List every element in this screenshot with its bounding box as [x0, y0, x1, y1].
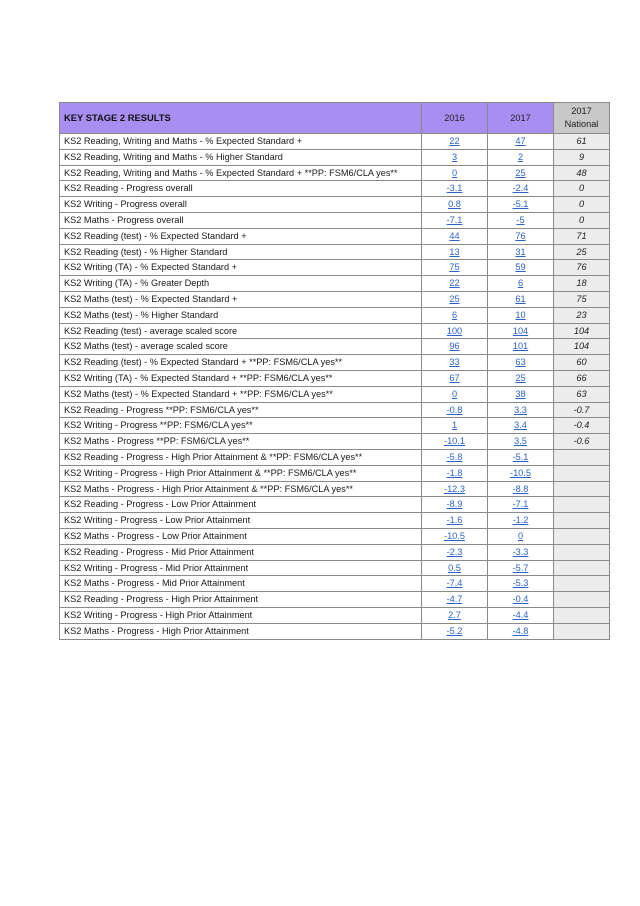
cell-2017 — [488, 592, 554, 608]
value-link-2016[interactable]: 22 — [449, 136, 460, 146]
cell-2017 — [488, 276, 554, 292]
value-link-2016[interactable]: 3 — [451, 151, 458, 162]
cell-national: -0.7 — [554, 402, 610, 418]
cell-2017 — [488, 513, 554, 529]
cell-2016 — [422, 528, 488, 544]
row-label: KS2 Reading - Progress - Low Prior Attainment — [60, 497, 422, 513]
value-link-2017[interactable]: -2.4 — [512, 183, 529, 194]
table-row — [60, 339, 610, 355]
table-row — [60, 276, 610, 292]
cell-national: 75 — [554, 291, 610, 307]
cell-2016 — [422, 197, 488, 213]
cell-2017 — [488, 528, 554, 544]
cell-national — [554, 449, 610, 465]
row-label: KS2 Reading - Progress - High Prior Attainment & **PP: FSM6/CLA yes** — [60, 449, 422, 465]
cell-2017 — [488, 165, 554, 181]
cell-2017 — [488, 402, 554, 418]
cell-national: 0 — [554, 212, 610, 228]
row-label: KS2 Reading - Progress overall — [60, 181, 422, 197]
table-body — [60, 134, 610, 640]
cell-national — [554, 497, 610, 513]
value-link-2017[interactable]: 2 — [517, 151, 524, 162]
cell-2017 — [488, 197, 554, 213]
cell-2017 — [488, 149, 554, 165]
cell-2016 — [422, 434, 488, 450]
cell-2016 — [422, 418, 488, 434]
value-link-2017[interactable]: 31 — [515, 246, 526, 257]
row-label: KS2 Maths (test) - % Expected Standard + **PP: FSM6/CLA yes** — [60, 386, 422, 402]
cell-2016 — [422, 560, 488, 576]
cell-2017 — [488, 307, 554, 323]
value-link-2016[interactable]: 6 — [451, 309, 458, 320]
value-link-2017[interactable]: 25 — [515, 372, 526, 383]
cell-2016 — [422, 181, 488, 197]
table-header-row — [60, 103, 610, 134]
value-link-2016[interactable]: -0.8 — [446, 404, 463, 415]
cell-national: 104 — [554, 323, 610, 339]
cell-2017 — [488, 370, 554, 386]
row-label: KS2 Reading - Progress **PP: FSM6/CLA yes** — [60, 402, 422, 418]
value-link-2016[interactable]: 67 — [449, 372, 460, 383]
value-link-2017[interactable]: 59 — [515, 262, 526, 273]
cell-2017 — [488, 623, 554, 639]
cell-national: 104 — [554, 339, 610, 355]
cell-2016 — [422, 355, 488, 371]
value-link-2016[interactable]: 75 — [449, 262, 460, 273]
table-row — [60, 134, 610, 150]
cell-2016 — [422, 386, 488, 402]
row-label: KS2 Writing (TA) - % Expected Standard + **PP: FSM6/CLA yes** — [60, 370, 422, 386]
cell-2016 — [422, 402, 488, 418]
table-row — [60, 434, 610, 450]
table-row — [60, 449, 610, 465]
value-link-2016[interactable]: 0.8 — [448, 199, 461, 210]
value-link-2017[interactable]: 38 — [515, 388, 526, 399]
row-label: KS2 Writing - Progress - High Prior Attainment & **PP: FSM6/CLA yes** — [60, 465, 422, 481]
cell-2016 — [422, 307, 488, 323]
cell-national — [554, 513, 610, 529]
value-link-2016[interactable]: -10.1 — [444, 436, 465, 447]
row-label: KS2 Reading (test) - % Higher Standard — [60, 244, 422, 260]
table-row — [60, 165, 610, 181]
cell-2017 — [488, 291, 554, 307]
table-row — [60, 307, 610, 323]
value-link-2017[interactable]: -7.1 — [512, 499, 529, 510]
table-row — [60, 386, 610, 402]
cell-2016 — [422, 228, 488, 244]
cell-national: 25 — [554, 244, 610, 260]
table-row — [60, 560, 610, 576]
value-link-2017[interactable]: -5.1 — [512, 451, 529, 462]
row-label: KS2 Reading (test) - % Expected Standard + **PP: FSM6/CLA yes** — [60, 355, 422, 371]
row-label: KS2 Reading (test) - average scaled score — [60, 323, 422, 339]
value-link-2017[interactable]: 25 — [515, 167, 526, 178]
table-row — [60, 607, 610, 623]
value-link-2017[interactable]: 104 — [512, 325, 529, 336]
value-link-2017[interactable]: 47 — [515, 136, 526, 146]
value-link-2016[interactable]: 2.7 — [448, 609, 461, 620]
cell-national — [554, 481, 610, 497]
value-link-2016[interactable]: 0.5 — [448, 562, 461, 573]
cell-2016 — [422, 592, 488, 608]
value-link-2017[interactable]: -0.4 — [512, 594, 529, 605]
cell-2017 — [488, 181, 554, 197]
table-row — [60, 212, 610, 228]
value-link-2016[interactable]: -5.8 — [446, 451, 463, 462]
cell-2016 — [422, 513, 488, 529]
value-link-2017[interactable]: 101 — [512, 341, 529, 352]
cell-national — [554, 576, 610, 592]
cell-2016 — [422, 449, 488, 465]
table-row — [60, 291, 610, 307]
value-link-2017[interactable]: -5.7 — [512, 562, 529, 573]
cell-2017 — [488, 228, 554, 244]
cell-2017 — [488, 434, 554, 450]
cell-2016 — [422, 623, 488, 639]
cell-national: 48 — [554, 165, 610, 181]
ks2-results-table — [59, 102, 610, 640]
row-label: KS2 Reading - Progress - High Prior Attainment — [60, 592, 422, 608]
value-link-2016[interactable]: -4.7 — [446, 594, 463, 605]
table-row — [60, 576, 610, 592]
cell-national — [554, 560, 610, 576]
row-label: KS2 Maths - Progress - Low Prior Attainment — [60, 528, 422, 544]
cell-2016 — [422, 339, 488, 355]
value-link-2016[interactable]: -2.3 — [446, 546, 463, 557]
cell-2016 — [422, 481, 488, 497]
cell-2017 — [488, 244, 554, 260]
table-row — [60, 592, 610, 608]
value-link-2017[interactable]: -4.8 — [512, 625, 529, 636]
table-row — [60, 623, 610, 639]
cell-2017 — [488, 560, 554, 576]
value-link-2017[interactable]: 61 — [515, 293, 526, 304]
table-row — [60, 528, 610, 544]
cell-2016 — [422, 576, 488, 592]
cell-2017 — [488, 418, 554, 434]
cell-2017 — [488, 607, 554, 623]
value-link-2017[interactable]: -1.2 — [512, 515, 529, 526]
value-link-2017[interactable]: 63 — [515, 357, 526, 368]
value-link-2016[interactable]: 1 — [451, 420, 458, 431]
cell-2017 — [488, 449, 554, 465]
row-label: KS2 Reading (test) - % Expected Standard + — [60, 228, 422, 244]
cell-national: -0.6 — [554, 434, 610, 450]
cell-national: 63 — [554, 386, 610, 402]
row-label: KS2 Maths - Progress overall — [60, 212, 422, 228]
cell-2016 — [422, 607, 488, 623]
value-link-2016[interactable]: 100 — [446, 325, 463, 336]
row-label: KS2 Maths - Progress - Mid Prior Attainment — [60, 576, 422, 592]
value-link-2017[interactable]: 10 — [515, 309, 526, 320]
value-link-2016[interactable]: -7.1 — [446, 214, 463, 225]
cell-2017 — [488, 465, 554, 481]
row-label: KS2 Maths (test) - % Expected Standard + — [60, 291, 422, 307]
cell-national: -0.4 — [554, 418, 610, 434]
row-label: KS2 Maths - Progress **PP: FSM6/CLA yes** — [60, 434, 422, 450]
row-label: KS2 Maths (test) - % Higher Standard — [60, 307, 422, 323]
row-label: KS2 Reading - Progress - Mid Prior Attainment — [60, 544, 422, 560]
value-link-2016[interactable]: 25 — [449, 293, 460, 304]
value-link-2016[interactable]: 44 — [449, 230, 460, 241]
cell-2016 — [422, 291, 488, 307]
cell-2016 — [422, 149, 488, 165]
row-label: KS2 Maths - Progress - High Prior Attainment & **PP: FSM6/CLA yes** — [60, 481, 422, 497]
table-row — [60, 197, 610, 213]
table-row — [60, 513, 610, 529]
value-link-2017[interactable]: -8.8 — [512, 483, 529, 494]
value-link-2017[interactable]: -4.4 — [512, 609, 529, 620]
table-row — [60, 355, 610, 371]
value-link-2017[interactable]: -5.1 — [512, 199, 529, 210]
value-link-2016[interactable]: -3.1 — [446, 183, 463, 194]
value-link-2017[interactable]: -5 — [516, 214, 525, 225]
cell-2016 — [422, 212, 488, 228]
cell-national: 0 — [554, 197, 610, 213]
table-row — [60, 228, 610, 244]
cell-2017 — [488, 386, 554, 402]
value-link-2016[interactable]: 33 — [449, 357, 460, 368]
cell-national: 76 — [554, 260, 610, 276]
value-link-2016[interactable]: 0 — [451, 388, 458, 399]
value-link-2016[interactable]: 96 — [449, 341, 460, 352]
value-link-2016[interactable]: 22 — [449, 278, 460, 289]
cell-national: 0 — [554, 181, 610, 197]
cell-2016 — [422, 544, 488, 560]
value-link-2016[interactable]: -5.2 — [446, 625, 463, 636]
table-row — [60, 181, 610, 197]
column-header-2016: 2016 — [422, 103, 488, 134]
cell-2016 — [422, 244, 488, 260]
value-link-2016[interactable]: -10.5 — [444, 530, 465, 541]
cell-national: 23 — [554, 307, 610, 323]
row-label: KS2 Reading, Writing and Maths - % Expected Standard + **PP: FSM6/CLA yes** — [60, 165, 422, 181]
cell-2017 — [488, 323, 554, 339]
cell-2017 — [488, 212, 554, 228]
column-header-national — [554, 103, 610, 134]
value-link-2017[interactable]: 3.5 — [514, 436, 527, 447]
cell-2017 — [488, 481, 554, 497]
cell-2016 — [422, 465, 488, 481]
cell-national — [554, 623, 610, 639]
value-link-2017[interactable]: -5.3 — [512, 578, 529, 589]
table-row — [60, 544, 610, 560]
cell-2016 — [422, 323, 488, 339]
value-link-2017[interactable]: -3.3 — [512, 546, 529, 557]
cell-2017 — [488, 497, 554, 513]
cell-national: 61 — [554, 134, 610, 150]
value-link-2016[interactable]: -1.8 — [446, 467, 463, 478]
value-link-2017[interactable]: -10.5 — [510, 467, 531, 478]
cell-2017 — [488, 134, 554, 150]
row-label: KS2 Writing (TA) - % Greater Depth — [60, 276, 422, 292]
cell-2016 — [422, 497, 488, 513]
table-row — [60, 370, 610, 386]
value-link-2017[interactable]: 3.4 — [514, 420, 527, 431]
row-label: KS2 Writing (TA) - % Expected Standard + — [60, 260, 422, 276]
national-header-label: National — [564, 119, 599, 129]
cell-2016 — [422, 165, 488, 181]
cell-2016 — [422, 276, 488, 292]
cell-national — [554, 607, 610, 623]
table-row — [60, 244, 610, 260]
table-title: KEY STAGE 2 RESULTS — [60, 103, 422, 134]
row-label: KS2 Writing - Progress - High Prior Attainment — [60, 607, 422, 623]
row-label: KS2 Writing - Progress **PP: FSM6/CLA yes** — [60, 418, 422, 434]
value-link-2016[interactable]: -7.4 — [446, 578, 463, 589]
cell-2017 — [488, 544, 554, 560]
cell-2016 — [422, 134, 488, 150]
cell-national — [554, 528, 610, 544]
value-link-2016[interactable]: 0 — [451, 167, 458, 178]
cell-national: 66 — [554, 370, 610, 386]
national-header-year: 2017 — [571, 106, 592, 116]
value-link-2016[interactable]: 13 — [449, 246, 460, 257]
value-link-2016[interactable]: -1.6 — [446, 515, 463, 526]
cell-2017 — [488, 260, 554, 276]
row-label: KS2 Writing - Progress - Low Prior Attainment — [60, 513, 422, 529]
cell-national — [554, 592, 610, 608]
table-row — [60, 260, 610, 276]
cell-2016 — [422, 260, 488, 276]
table-row — [60, 149, 610, 165]
table-row — [60, 323, 610, 339]
row-label: KS2 Writing - Progress - Mid Prior Attainment — [60, 560, 422, 576]
value-link-2017[interactable]: 3.3 — [514, 404, 527, 415]
table-row — [60, 418, 610, 434]
cell-national — [554, 465, 610, 481]
value-link-2016[interactable]: -12.3 — [444, 483, 465, 494]
row-label: KS2 Reading, Writing and Maths - % Expected Standard + — [60, 134, 422, 150]
value-link-2017[interactable]: 0 — [517, 530, 524, 541]
cell-national — [554, 544, 610, 560]
table-row — [60, 497, 610, 513]
table-row — [60, 481, 610, 497]
value-link-2016[interactable]: -8.9 — [446, 499, 463, 510]
cell-national: 71 — [554, 228, 610, 244]
value-link-2017[interactable]: 6 — [517, 278, 524, 289]
row-label: KS2 Maths - Progress - High Prior Attainment — [60, 623, 422, 639]
cell-2017 — [488, 355, 554, 371]
cell-national: 18 — [554, 276, 610, 292]
table-row — [60, 402, 610, 418]
column-header-2017: 2017 — [488, 103, 554, 134]
cell-national: 60 — [554, 355, 610, 371]
value-link-2017[interactable]: 76 — [515, 230, 526, 241]
row-label: KS2 Writing - Progress overall — [60, 197, 422, 213]
cell-2017 — [488, 339, 554, 355]
row-label: KS2 Maths (test) - average scaled score — [60, 339, 422, 355]
cell-2017 — [488, 576, 554, 592]
cell-2016 — [422, 370, 488, 386]
row-label: KS2 Reading, Writing and Maths - % Higher Standard — [60, 149, 422, 165]
table-row — [60, 465, 610, 481]
cell-national: 9 — [554, 149, 610, 165]
